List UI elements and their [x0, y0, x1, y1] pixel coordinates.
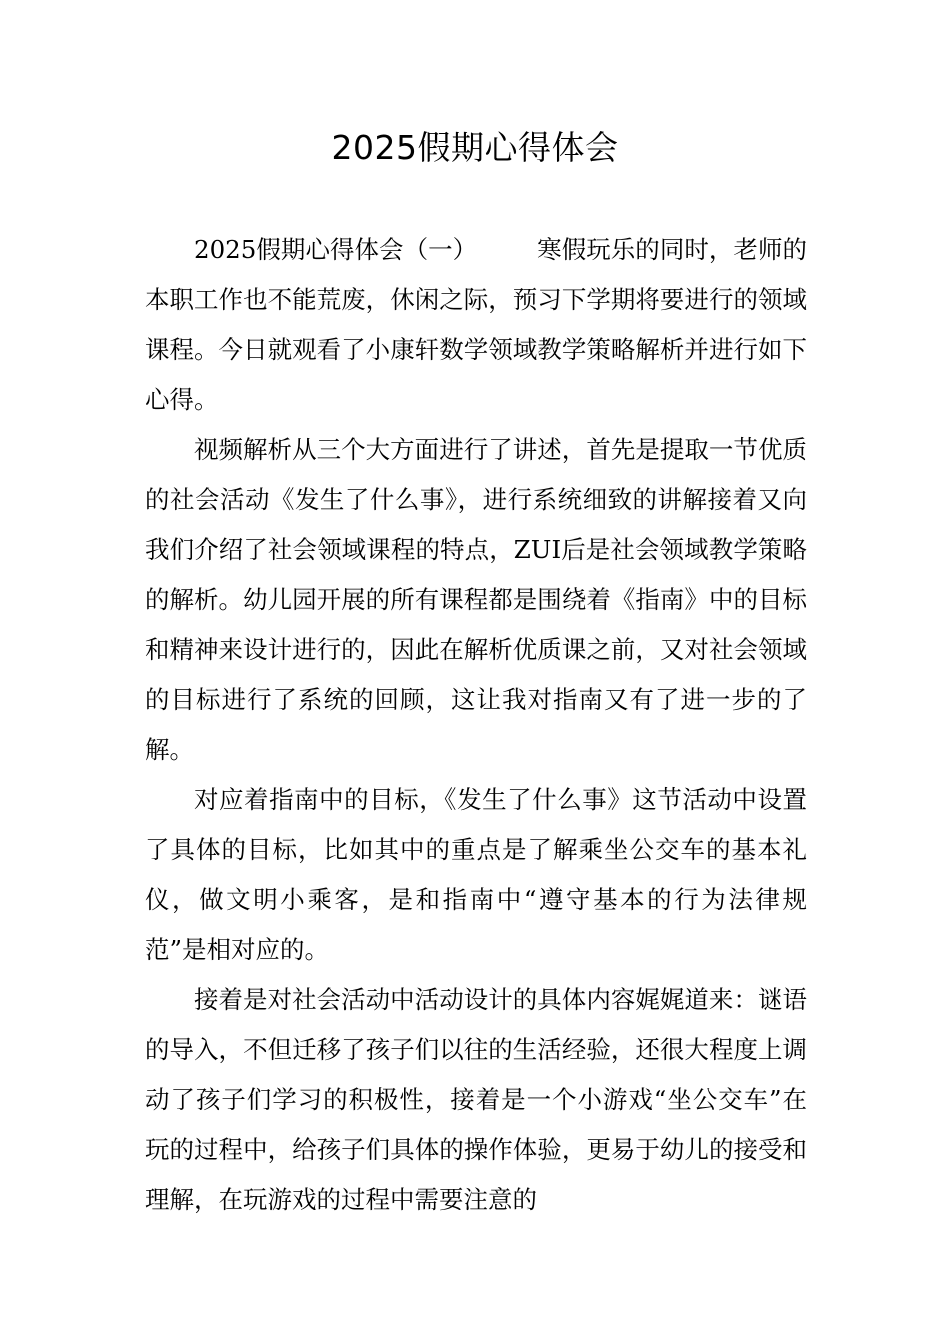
paragraph-1-lead: 2025假期心得体会（一）	[194, 235, 478, 264]
paragraph-1-text: 寒假玩乐的同时，老师的本职工作也不能荒废，休闲之际，预习下学期将要进行的领域课程。今日就观看了小康轩数学领域教学策略解析并进行如下心得。	[145, 235, 807, 414]
document-title: 2025假期心得体会	[331, 128, 619, 167]
paragraph-4: 接着是对社会活动中活动设计的具体内容娓娓道来：谜语的导入，不但迁移了孩子们以往的生活经验，还很大程度上调动了孩子们学习的积极性，接着是一个小游戏“坐公交车”在玩的过程中，给孩子们具体的操作体验，更易于幼儿的接受和理解，在玩游戏的过程中需要注意的	[145, 985, 807, 1214]
document-body	[145, 225, 807, 1225]
paragraph-3: 对应着指南中的目标，《发生了什么事》这节活动中设置了具体的目标，比如其中的重点是了解乘坐公交车的基本礼仪，做文明小乘客，是和指南中“遵守基本的行为法律规范”是相对应的。	[145, 785, 807, 964]
paragraph-1	[145, 225, 807, 425]
paragraph-2: 视频解析从三个大方面进行了讲述，首先是提取一节优质的社会活动《发生了什么事》，进行系统细致的讲解接着又向我们介绍了社会领域课程的特点，ZUI后是社会领域教学策略的解析。幼儿园开展的所有课程都是围绕着《指南》中的目标和精神来设计进行的，因此在解析优质课之前，又对社会领域的目标进行了系统的回顾，这让我对指南又有了进一步的了解。	[145, 435, 807, 764]
